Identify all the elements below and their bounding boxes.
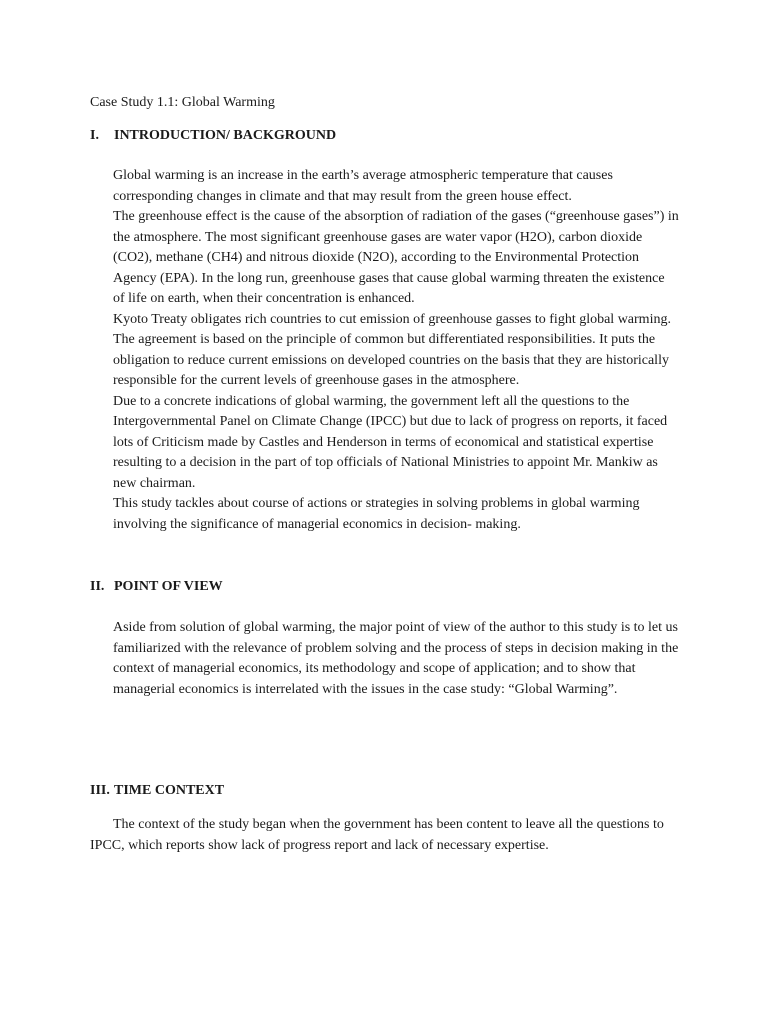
section-title: TIME CONTEXT <box>114 783 225 798</box>
section-body-time-context: The context of the study began when the government has been content to leave all the questions to IPCC, which reports show lack of progress report and lack of necessary expertise. <box>90 817 664 853</box>
section-heading-time-context <box>90 782 224 800</box>
paragraph: Global warming is an increase in the earth’s average atmospheric temperature that causes corresponding changes in climate and that may result from the green house effect. <box>113 168 613 204</box>
section-number: II. <box>90 579 105 594</box>
paragraph: The greenhouse effect is the cause of the absorption of radiation of the gases (“greenhouse gases”) in the atmosphere. The most significant greenhouse gases are water vapor (H2O), carbon dioxide (CO2), methane (CH4) and nitrous dioxide (N2O), according to the Environmental Protection Agency (EPA). In the long run, greenhouse gases that cause global warming threaten the existence of life on earth, when their concentration is enhanced. <box>113 209 679 306</box>
section-number: III. <box>90 783 110 798</box>
paragraph: This study tackles about course of actions or strategies in solving problems in global warming involving the significance of managerial economics in decision- making. <box>113 496 640 532</box>
paragraph: Kyoto Treaty obligates rich countries to cut emission of greenhouse gasses to fight global warming. The agreement is based on the principle of common but differentiated responsibilities. It puts the obligation to reduce current emissions on developed countries on the basis that they are historically responsible for the current levels of greenhouse gases in the atmosphere. <box>113 311 671 388</box>
section-body-point-of-view <box>113 618 679 700</box>
document-title: Case Study 1.1: Global Warming <box>90 95 275 110</box>
paragraph: Aside from solution of global warming, the major point of view of the author to this study is to let us familiarized with the relevance of problem solving and the process of steps in decision making in the context of managerial economics, its methodology and scope of application; and to show that managerial economics is interrelated with the issues in the case study: “Global Warming”. <box>113 620 679 697</box>
section-heading-introduction <box>90 127 336 145</box>
section-number: I. <box>90 128 99 143</box>
section-heading-point-of-view <box>90 578 223 596</box>
paragraph: Due to a concrete indications of global warming, the government left all the questions to the Intergovernmental Panel on Climate Change (IPCC) but due to lack of progress on reports, it faced lots of Criticism made by Castles and Henderson in terms of economical and statistical expertise resulting to a decision in the part of top officials of National Ministries to appoint Mr. Mankiw as new chairman. <box>113 393 668 491</box>
section-title: POINT OF VIEW <box>114 579 223 594</box>
section-body-introduction <box>113 166 679 535</box>
section-title: INTRODUCTION/ BACKGROUND <box>114 128 337 143</box>
